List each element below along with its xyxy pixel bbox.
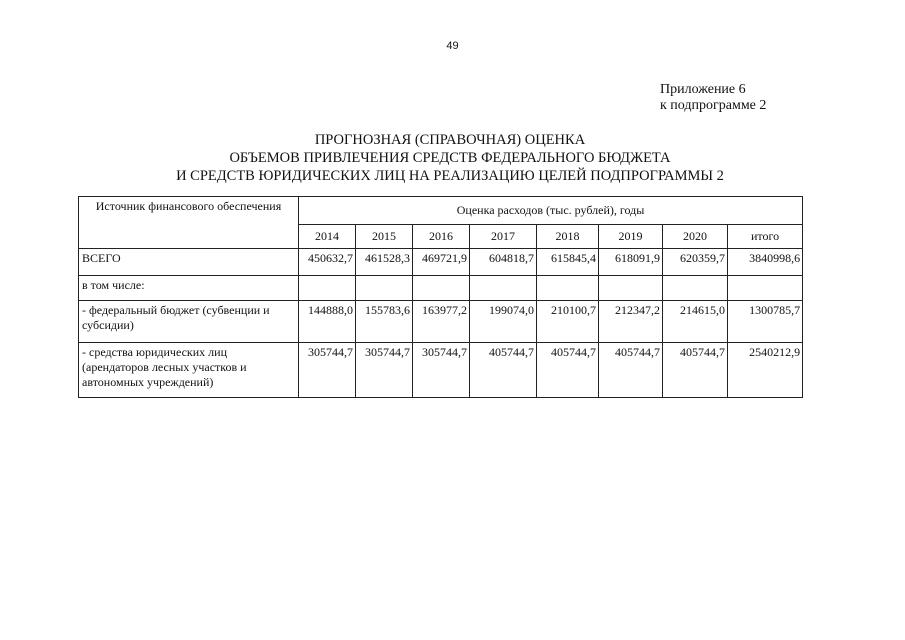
table-cell: 199074,0 — [470, 301, 537, 343]
table-cell: 305744,7 — [299, 343, 356, 398]
table-cell: 3840998,6 — [728, 249, 803, 276]
table-cell: 212347,2 — [599, 301, 663, 343]
table-cell — [537, 276, 599, 301]
appendix-line-2: к подпрограмме 2 — [660, 98, 767, 113]
year-header: 2017 — [470, 225, 537, 249]
page-number: 49 — [446, 40, 459, 52]
total-header: итого — [728, 225, 803, 249]
table-row — [79, 343, 803, 398]
row-label: - федеральный бюджет (субвенции и субсидии) — [79, 301, 299, 343]
table-cell: 450632,7 — [299, 249, 356, 276]
table-cell — [299, 276, 356, 301]
table-cell: 163977,2 — [413, 301, 470, 343]
appendix-note — [660, 82, 766, 114]
table-cell: 305744,7 — [356, 343, 413, 398]
year-header: 2016 — [413, 225, 470, 249]
table-cell: 214615,0 — [663, 301, 728, 343]
source-header: Источник финансового обеспечения — [79, 197, 299, 249]
table-row — [79, 276, 803, 301]
document-title — [150, 131, 750, 185]
title-line-1: ПРОГНОЗНАЯ (СПРАВОЧНАЯ) ОЦЕНКА — [314, 132, 586, 148]
year-header: 2019 — [599, 225, 663, 249]
table-body — [79, 197, 803, 398]
title-line-3: И СРЕДСТВ ЮРИДИЧЕСКИХ ЛИЦ НА РЕАЛИЗАЦИЮ ЦЕЛЕЙ ПОДПРОГРАММЫ 2 — [176, 168, 724, 184]
table-cell: 1300785,7 — [728, 301, 803, 343]
table-cell — [599, 276, 663, 301]
title-line-2: ОБЪЕМОВ ПРИВЛЕЧЕНИЯ СРЕДСТВ ФЕДЕРАЛЬНОГО БЮДЖЕТА — [229, 150, 671, 166]
row-label: в том числе: — [79, 276, 299, 301]
table-cell: 305744,7 — [413, 343, 470, 398]
header-row-1 — [79, 197, 803, 225]
financing-table — [78, 196, 803, 398]
table-cell: 620359,7 — [663, 249, 728, 276]
table-cell: 604818,7 — [470, 249, 537, 276]
table-cell — [470, 276, 537, 301]
table-cell: 615845,4 — [537, 249, 599, 276]
table-row — [79, 249, 803, 276]
table-cell: 155783,6 — [356, 301, 413, 343]
year-header: 2014 — [299, 225, 356, 249]
table-cell: 461528,3 — [356, 249, 413, 276]
table-cell: 144888,0 — [299, 301, 356, 343]
table-cell: 2540212,9 — [728, 343, 803, 398]
table-cell: 405744,7 — [537, 343, 599, 398]
estimate-header: Оценка расходов (тыс. рублей), годы — [299, 197, 803, 225]
table-cell — [728, 276, 803, 301]
row-label: ВСЕГО — [79, 249, 299, 276]
table-cell: 210100,7 — [537, 301, 599, 343]
table-cell — [663, 276, 728, 301]
year-header: 2020 — [663, 225, 728, 249]
table-cell: 618091,9 — [599, 249, 663, 276]
table-row — [79, 301, 803, 343]
appendix-line-1: Приложение 6 — [660, 82, 746, 97]
table-cell — [356, 276, 413, 301]
table-cell: 469721,9 — [413, 249, 470, 276]
year-header: 2018 — [537, 225, 599, 249]
table-cell: 405744,7 — [599, 343, 663, 398]
table-cell: 405744,7 — [663, 343, 728, 398]
table-cell — [413, 276, 470, 301]
row-label: - средства юридических лиц (арендаторов лесных участков и автономных учреждений) — [79, 343, 299, 398]
table-cell: 405744,7 — [470, 343, 537, 398]
year-header: 2015 — [356, 225, 413, 249]
